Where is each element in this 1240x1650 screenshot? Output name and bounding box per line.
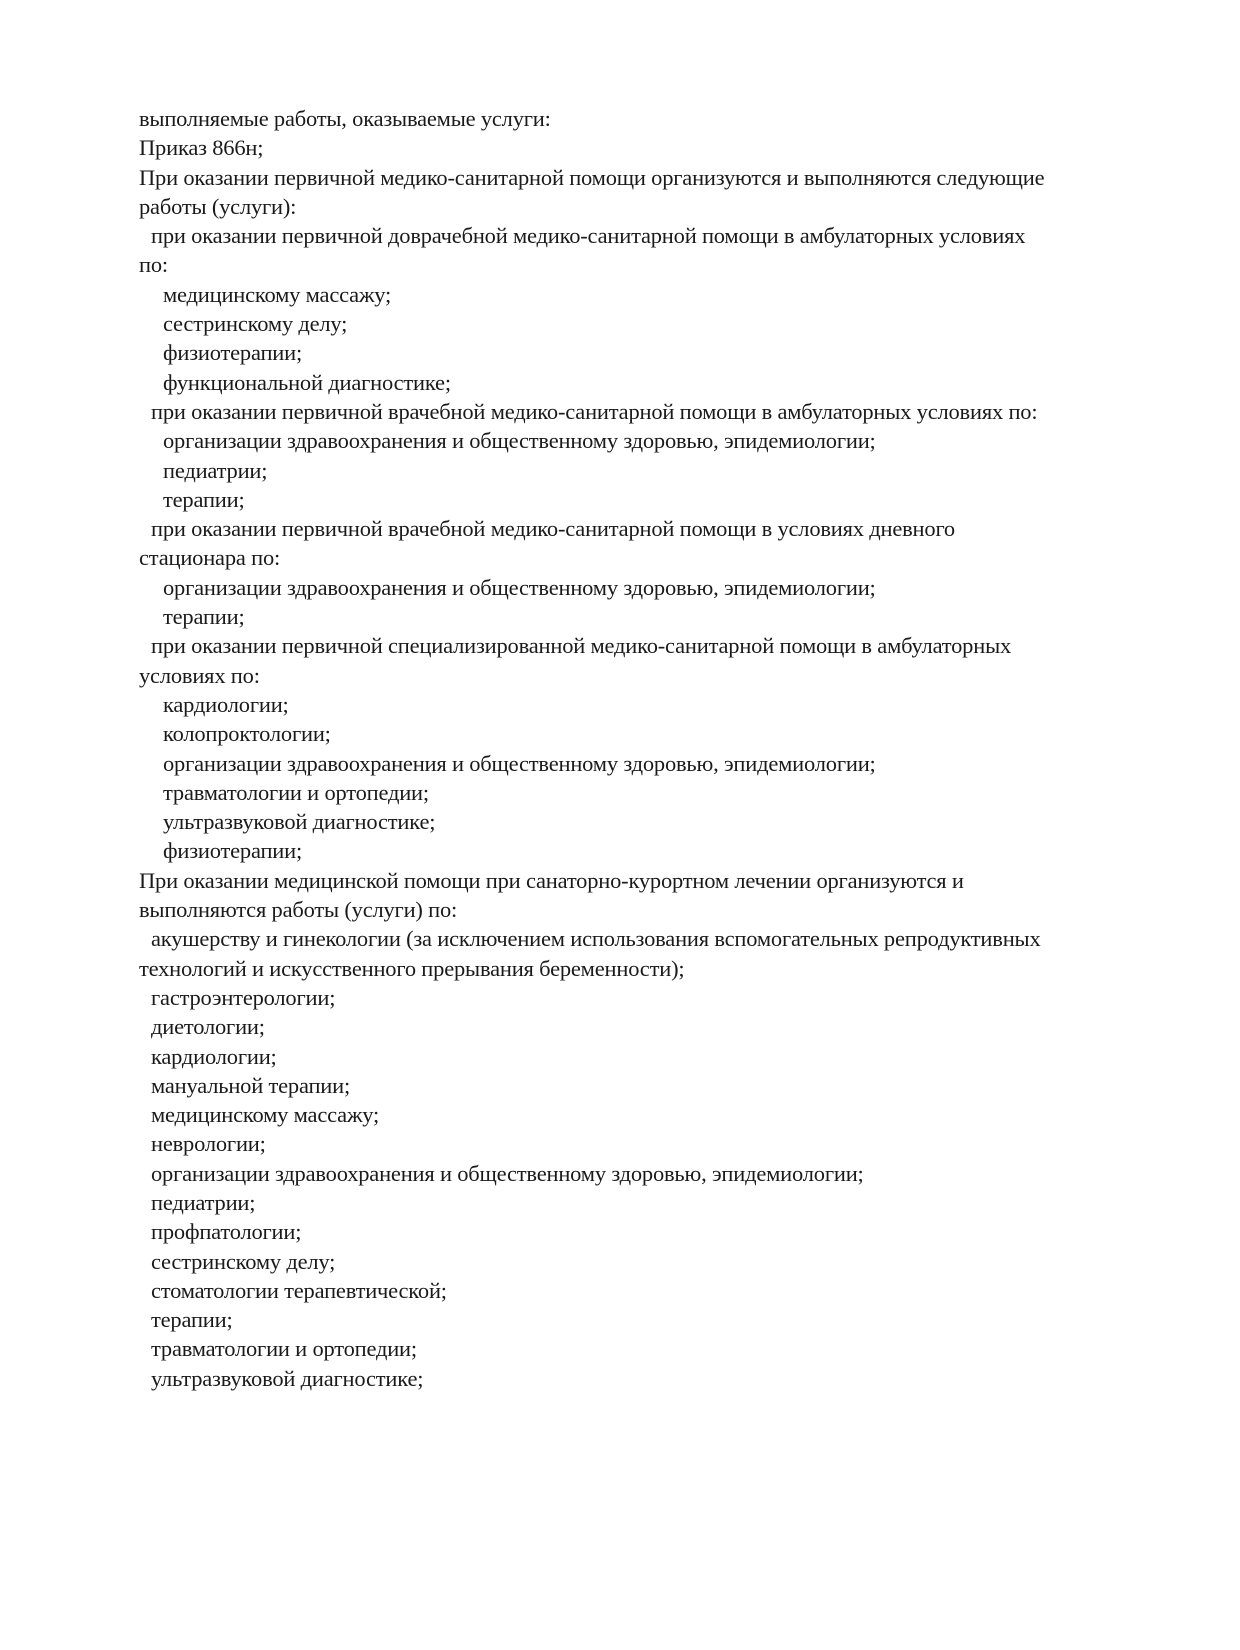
text-line: работы (услуги): <box>139 193 297 219</box>
text-line: медицинскому массажу; <box>151 1102 380 1128</box>
text-line: травматологии и ортопедии; <box>151 1336 417 1362</box>
text-line: стационара по: <box>139 545 281 571</box>
text-line: выполняются работы (услуги) по: <box>139 897 458 923</box>
text-line: травматологии и ортопедии; <box>163 779 429 805</box>
text-line: педиатрии; <box>151 1189 256 1215</box>
text-line: терапии; <box>151 1307 233 1333</box>
text-line: при оказании первичной врачебной медико-санитарной помощи в условиях дневного <box>151 516 955 542</box>
text-line: физиотерапии; <box>163 838 303 864</box>
document-page <box>139 104 1119 1393</box>
text-line: неврологии; <box>151 1131 266 1157</box>
text-line: выполняемые работы, оказываемые услуги: <box>139 106 551 131</box>
text-line: физиотерапии; <box>163 340 303 366</box>
text-line: организации здравоохранения и общественному здоровью, эпидемиологии; <box>163 428 876 454</box>
text-line: гастроэнтерологии; <box>151 984 336 1010</box>
text-line: организации здравоохранения и общественному здоровью, эпидемиологии; <box>163 750 876 776</box>
text-line: ультразвуковой диагностике; <box>151 1365 424 1391</box>
text-line: мануальной терапии; <box>151 1072 351 1098</box>
text-line: терапии; <box>163 604 245 630</box>
text-line: терапии; <box>163 486 245 512</box>
text-line: При оказании медицинской помощи при санаторно-курортном лечении организуются и <box>139 867 964 893</box>
text-line: педиатрии; <box>163 457 268 483</box>
text-line: Приказ 866н; <box>139 135 264 161</box>
text-line: акушерству и гинекологии (за исключением использования вспомогательных репродуктивных <box>151 926 1041 952</box>
text-line: медицинскому массажу; <box>163 281 392 307</box>
text-line: условиях по: <box>139 662 260 688</box>
text-line: функциональной диагностике; <box>163 369 451 395</box>
text-line: профпатологии; <box>151 1219 302 1245</box>
text-line: технологий и искусственного прерывания беременности); <box>139 955 685 981</box>
text-line: При оказании первичной медико-санитарной помощи организуются и выполняются следующие <box>139 164 1045 190</box>
text-line: при оказании первичной специализированной медико-санитарной помощи в амбулаторных <box>151 633 1012 659</box>
text-line: колопроктологии; <box>163 721 331 747</box>
text-line: по: <box>139 252 168 278</box>
text-line: кардиологии; <box>163 691 289 717</box>
text-line: при оказании первичной врачебной медико-санитарной помощи в амбулаторных условиях по: <box>151 398 1038 424</box>
text-line: организации здравоохранения и общественному здоровью, эпидемиологии; <box>163 574 876 600</box>
text-line: стоматологии терапевтической; <box>151 1277 447 1303</box>
text-line: при оказании первичной доврачебной медико-санитарной помощи в амбулаторных условиях <box>151 223 1026 249</box>
text-line: организации здравоохранения и общественному здоровью, эпидемиологии; <box>151 1160 864 1186</box>
text-line: ультразвуковой диагностике; <box>163 809 436 835</box>
text-line: диетологии; <box>151 1014 265 1040</box>
text-line: кардиологии; <box>151 1043 277 1069</box>
text-line: сестринскому делу; <box>163 311 348 337</box>
text-line: сестринскому делу; <box>151 1248 336 1274</box>
